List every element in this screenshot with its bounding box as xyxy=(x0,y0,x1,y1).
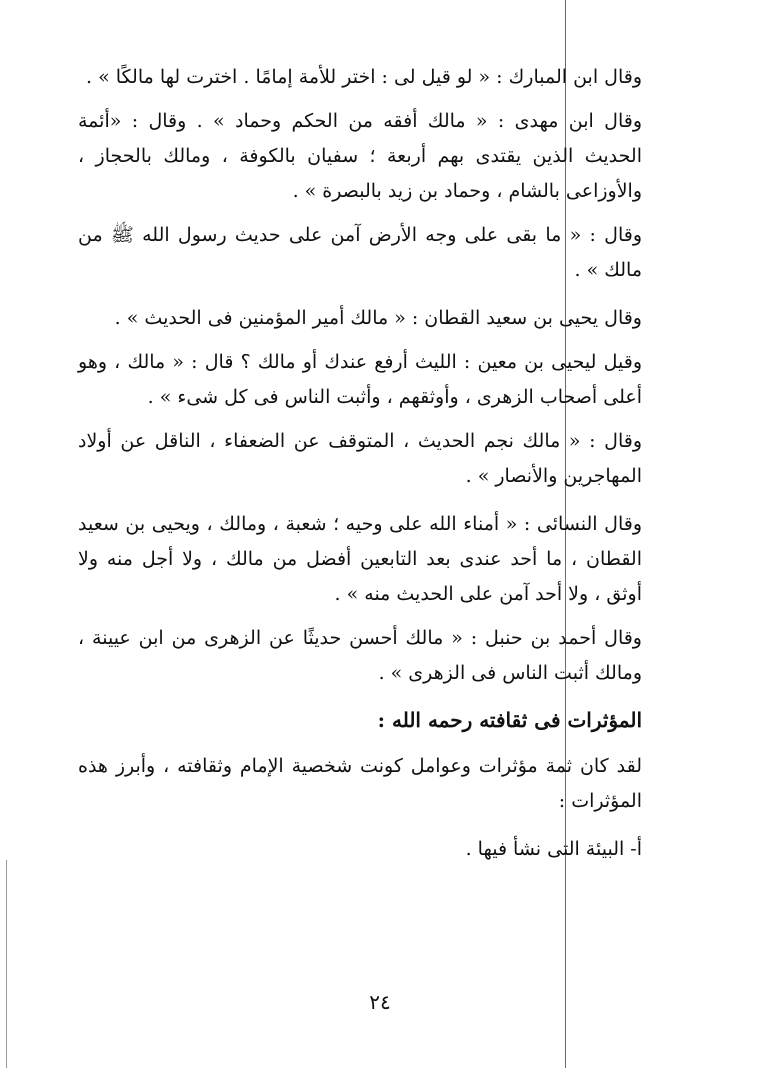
paragraph-star-of-hadith: وقال : « مالك نجم الحديث ، المتوقف عن الضعفاء ، الناقل عن أولاد المهاجرين والأنصار » . xyxy=(78,430,642,487)
paragraph-ahmad-ibn-hanbal: وقال أحمد بن حنبل : « مالك أحسن حديثًا عن الزهرى من ابن عيينة ، ومالك أثبت الناس فى الزهرى » . xyxy=(78,627,642,684)
paragraph-yahya-ibn-main: وقيل ليحيى بن معين : الليث أرفع عندك أو مالك ؟ قال : « مالك ، وهو أعلى أصحاب الزهرى ، وأوثقهم ، وأثبت الناس فى كل شىء » . xyxy=(78,351,642,408)
page-edge-line xyxy=(6,860,7,1068)
section-heading: المؤثرات فى ثقافته رحمه الله : xyxy=(377,708,642,732)
list-item-a: أ- البيئة التى نشأ فيها . xyxy=(465,838,642,860)
paragraph-ibn-mahdi: وقال ابن مهدى : « مالك أفقه من الحكم وحماد » . وقال : «أئمة الحديث الذين يقتدى بهم أربعة ؛ سفيان بالكوفة ، ومالك بالحجاز ، والأوزاعى بالشام ، وحماد بن زيد بالبصرة » . xyxy=(78,110,642,202)
paragraph-hadith-trust: وقال : « ما بقى على وجه الأرض آمن على حديث رسول الله ﷺ من مالك » . xyxy=(78,224,642,281)
paragraph-yahya-al-qattan: وقال يحيى بن سعيد القطان : « مالك أمير المؤمنين فى الحديث » . xyxy=(114,307,642,329)
paragraph-ibn-al-mubarak: وقال ابن المبارك : « لو قيل لى : اختر للأمة إمامًا . اخترت لها مالكًا » . xyxy=(86,66,642,88)
paragraph-intro-influences: لقد كان ثمة مؤثرات وعوامل كونت شخصية الإمام وثقافته ، وأبرز هذه المؤثرات : xyxy=(78,755,642,812)
page-number: ٢٤ xyxy=(369,990,391,1014)
page-text-body xyxy=(78,60,642,867)
paragraph-al-nasai: وقال النسائى : « أمناء الله على وحيه ؛ شعبة ، ومالك ، ويحيى بن سعيد القطان ، ما أحد عندى بعد التابعين أفضل من مالك ، ولا أجل منه ولا أوثق ، ولا أحد آمن على الحديث منه » . xyxy=(78,513,642,605)
